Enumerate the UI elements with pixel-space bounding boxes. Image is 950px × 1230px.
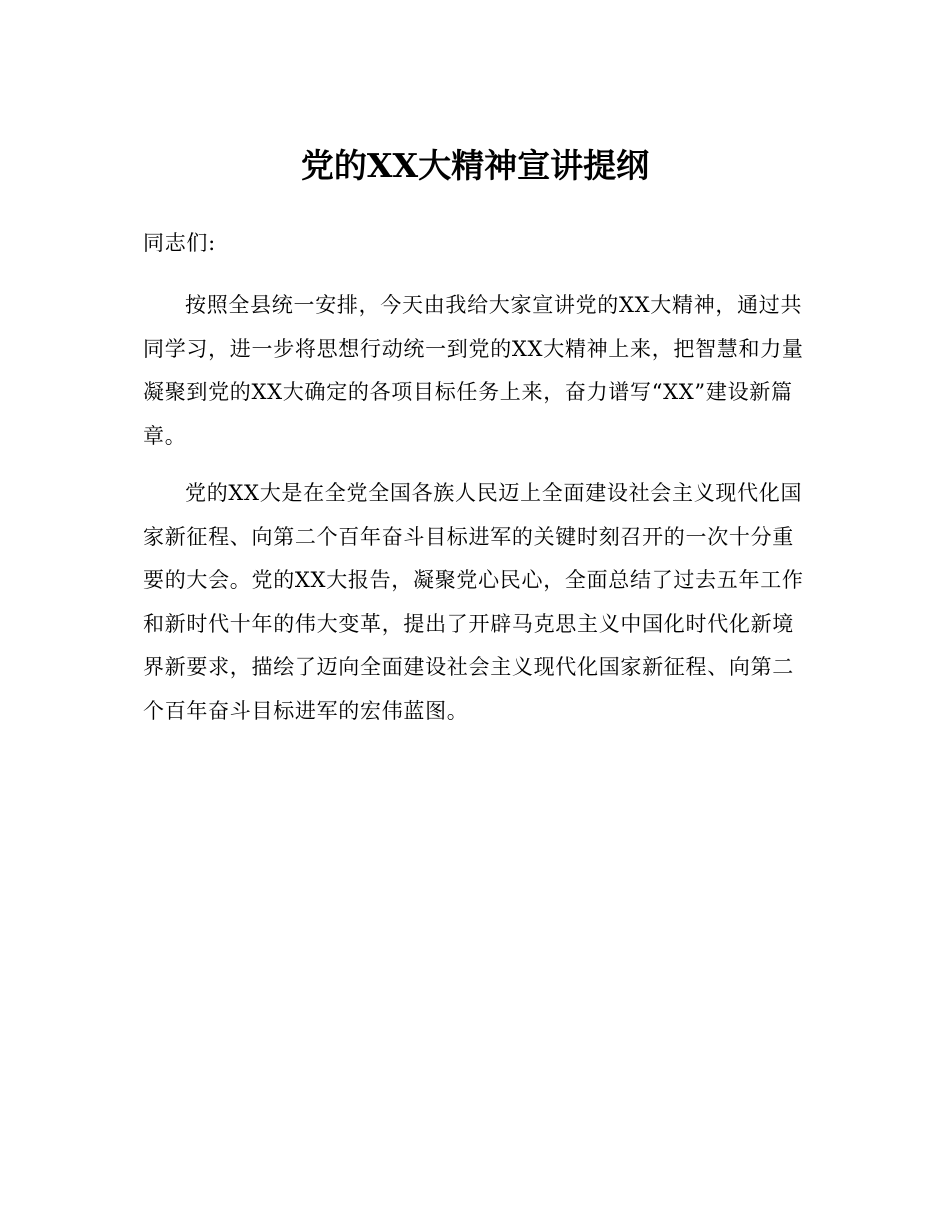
paragraph-2: 党的XX大是在全党全国各族人民迈上全面建设社会主义现代化国家新征程、向第二个百年奋斗目标进军的关键时刻召开的一次十分重要的大会。党的XX大报告，凝聚党心民心，全面总结了过去五年工作和新时代十年的伟大变革，提出了开辟马克思主义中国化时代化新境界新要求，描绘了迈向全面建设社会主义现代化国家新征程、向第二个百年奋斗目标进军的宏伟蓝图。: [143, 481, 804, 723]
paragraph-1: 按照全县统一安排，今天由我给大家宣讲党的XX大精神，通过共同学习，进一步将思想行动统一到党的XX大精神上来，把智慧和力量凝聚到党的XX大确定的各项目标任务上来，奋力谱写“XX”建设新篇章。: [143, 293, 804, 448]
document-title: 党的XX大精神宣讲提纲: [300, 146, 650, 185]
salutation: 同志们:: [143, 231, 216, 255]
